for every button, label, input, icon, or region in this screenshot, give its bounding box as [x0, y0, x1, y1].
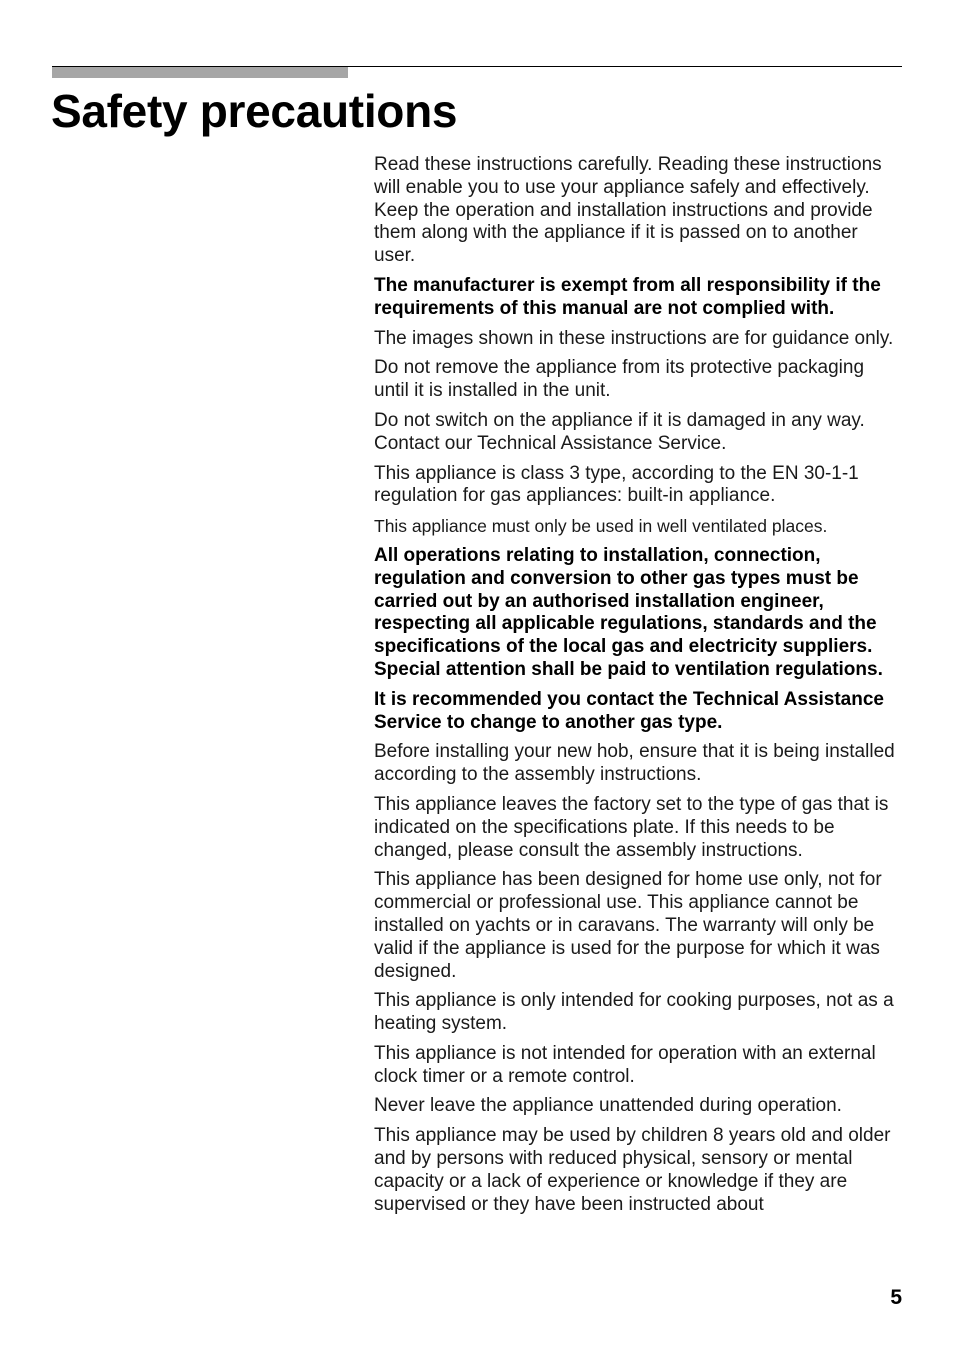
paragraph-before-installing: Before installing your new hob, ensure that it is being installed according to the assembly instructions.: [374, 741, 895, 786]
paragraph-damaged-appliance: Do not switch on the appliance if it is damaged in any way. Contact our Technical Assistance Service.: [374, 409, 865, 454]
paragraph-protective-packaging: Do not remove the appliance from its protective packaging until it is installed in the unit.: [374, 357, 865, 402]
paragraph-images-guidance: The images shown in these instructions are for guidance only.: [374, 327, 894, 349]
paragraph-home-use-only: This appliance has been designed for home use only, not for commercial or professional use. This appliance cannot be installed on yachts or in caravans. The warranty will only be valid if the appliance is used for the purpose for which it was designed.: [374, 869, 882, 982]
paragraph-never-unattended: Never leave the appliance unattended during operation.: [374, 1095, 842, 1117]
paragraph-ventilated-places: This appliance must only be used in well ventilated places.: [374, 516, 828, 537]
paragraph-manufacturer-exempt: The manufacturer is exempt from all responsibility if the requirements of this manual are not complied with.: [374, 274, 881, 319]
paragraph-children-supervision: This appliance may be used by children 8 years old and older and by persons with reduced physical, sensory or mental capacity or a lack of experience or knowledge if they are supervised or they have been instructed about: [374, 1125, 891, 1215]
paragraph-external-timer: This appliance is not intended for operation with an external clock timer or a remote control.: [374, 1042, 876, 1087]
paragraph-factory-gas-type: This appliance leaves the factory set to the type of gas that is indicated on the specifications plate. If this needs to be changed, please consult the assembly instructions.: [374, 793, 889, 861]
paragraph-cooking-purposes: This appliance is only intended for cooking purposes, not as a heating system.: [374, 990, 894, 1035]
paragraph-authorised-engineer: All operations relating to installation, connection, regulation and conversion to other gas types must be carried out by an authorised installation engineer, respecting all applicable regulations, standards and the specifications of the local gas and electricity suppliers. Special attention shall be paid to ventilation regulations.: [374, 544, 883, 680]
page-number: 5: [890, 1286, 902, 1309]
header-accent-bar: [52, 67, 348, 78]
paragraph-class-3-type: This appliance is class 3 type, according to the EN 30-1-1 regulation for gas appliances: built-in appliance.: [374, 462, 859, 507]
page-title: Safety precautions: [51, 85, 458, 137]
body-text: [374, 154, 904, 1223]
paragraph-intro: Read these instructions carefully. Reading these instructions will enable you to use your appliance safely and effectively. Keep the operation and installation instructions and provide them along with the appliance if it is passed on to another user.: [374, 154, 882, 267]
paragraph-contact-service: It is recommended you contact the Technical Assistance Service to change to another gas type.: [374, 688, 884, 733]
